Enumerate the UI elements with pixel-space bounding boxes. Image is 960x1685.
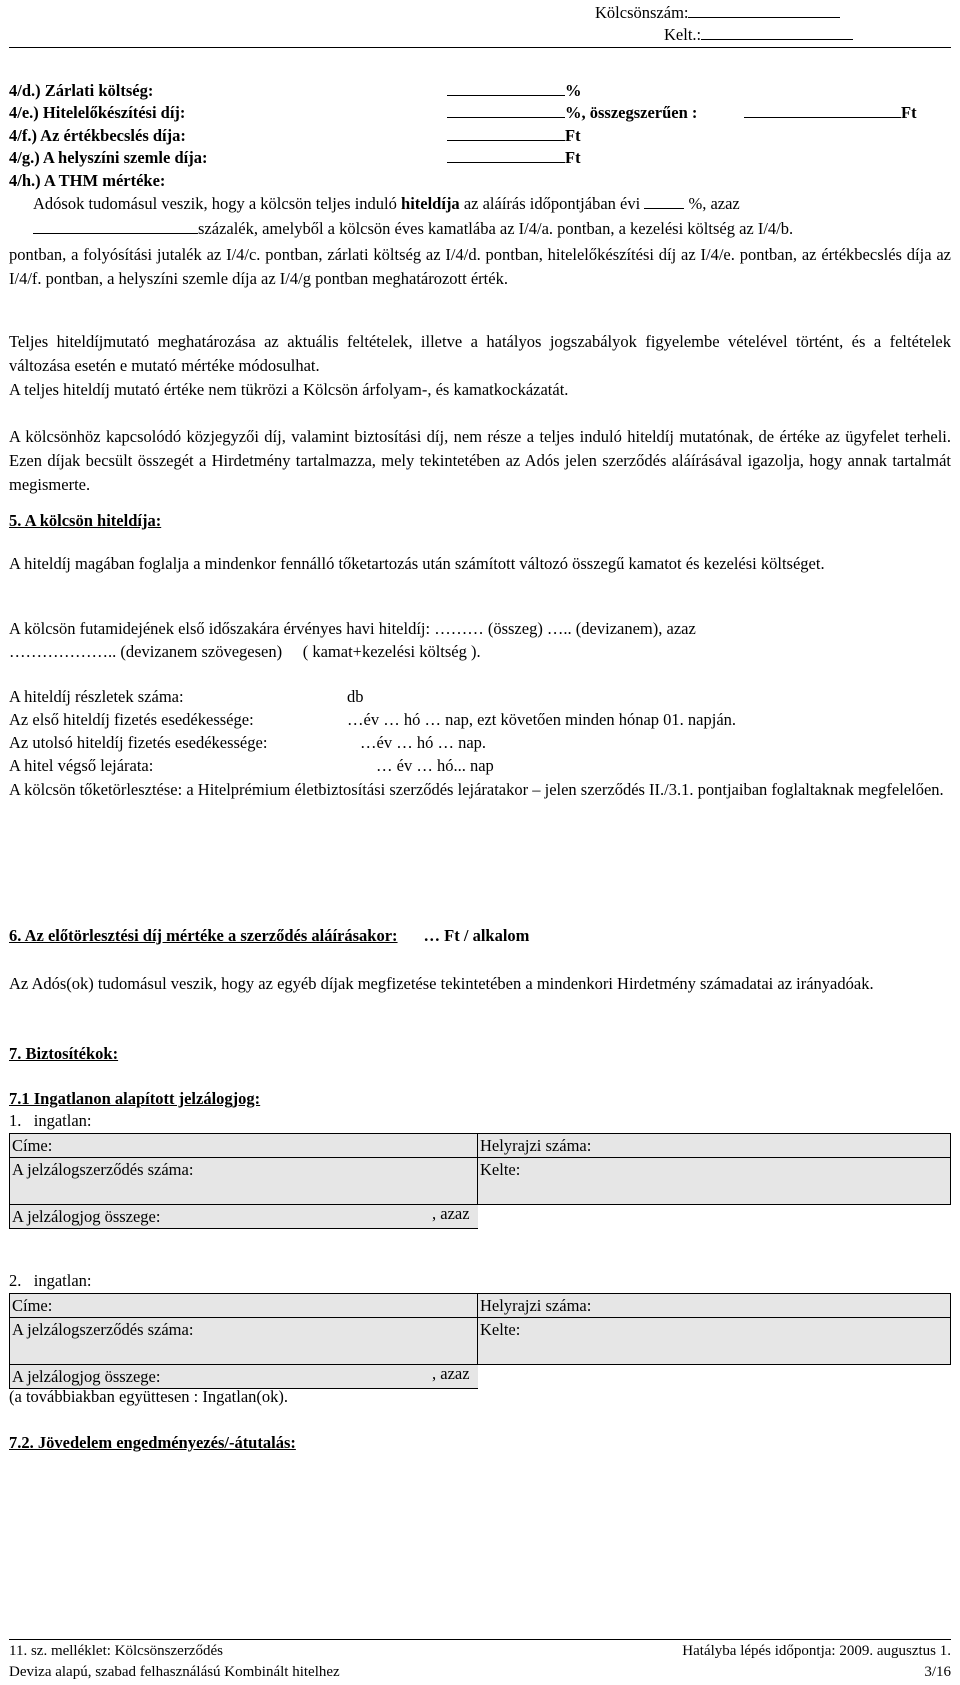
- fee-e-label: 4/e.) Hitelelőkészítési díj:: [9, 103, 186, 122]
- final-maturity-label: A hitel végső lejárata:: [9, 756, 154, 775]
- section7-1-title: 7.1 Ingatlanon alapított jelzálogjog:: [9, 1089, 261, 1108]
- property-2-contract: A jelzálogszerződés száma:: [10, 1318, 478, 1365]
- date-blank: [701, 24, 853, 40]
- fee-f-value: Ft: [447, 125, 581, 147]
- property-2-address: Címe:: [10, 1294, 478, 1318]
- section7-2-title: 7.2. Jövedelem engedményezés/-átutalás:: [9, 1433, 296, 1452]
- property-1-heading: 1. ingatlan:: [9, 1111, 92, 1130]
- fee-g-label: 4/g.) A helyszíni szemle díja:: [9, 148, 208, 167]
- footer-effective-date: Hatályba lépés időpontja: 2009. augusztus 1.: [682, 1643, 951, 1659]
- section5-p2-line1: A kölcsön futamidejének első időszakára érvényes havi hiteldíj: ……… (összeg) ….. (devizanem), azaz: [9, 619, 696, 638]
- section7-title: 7. Biztosítékok:: [9, 1044, 119, 1063]
- fee-e-ft: Ft: [744, 102, 917, 124]
- loan-number-label: Kölcsönszám:: [595, 2, 840, 24]
- property-1-dated: Kelte:: [478, 1158, 951, 1205]
- last-due-label: Az utolsó hiteldíj fizetés esedékessége:: [9, 733, 268, 752]
- property-1-parcel: Helyrajzi száma:: [478, 1134, 951, 1158]
- footer-annex: 11. sz. melléklet: Kölcsönszerződés: [9, 1643, 223, 1659]
- last-due-value: …év … hó … nap.: [360, 733, 487, 752]
- first-due-value: …év … hó … nap, ezt követően minden hónap 01. napján.: [347, 710, 737, 729]
- property-2-heading: 2. ingatlan:: [9, 1271, 92, 1290]
- thm-note-paragraph: Teljes hiteldíjmutató meghatározása az aktuális feltételek, illetve a hatályos jogszabályok figyelembe vételével történt, és a feltételek változása esetén e mutató mértéke módosulhat.: [9, 332, 951, 375]
- property-1-azaz: , azaz: [432, 1204, 470, 1223]
- installment-count-value: db: [347, 687, 364, 706]
- together-note: (a továbbiakban együttesen : Ingatlan(ok).: [9, 1387, 289, 1406]
- fee-f-label: 4/f.) Az értékbecslés díja:: [9, 126, 186, 145]
- property-1-amount: A jelzálogjog összege:: [10, 1205, 478, 1229]
- fee-e-value: %, összegszerűen :: [447, 102, 697, 124]
- property-2-amount: A jelzálogjog összege:: [10, 1365, 478, 1389]
- property-1-table: [9, 1133, 951, 1229]
- fee-d-label: 4/d.) Zárlati költség:: [9, 81, 154, 100]
- property-2-parcel: Helyrajzi száma:: [478, 1294, 951, 1318]
- thm-line1: Adósok tudomásul veszik, hogy a kölcsön teljes induló hiteldíja az aláírás időpontjában évi %, azaz: [33, 194, 740, 213]
- principal-repayment-paragraph: A kölcsön tőketörlesztése: a Hitelprémium életbiztosítási szerződés lejáratakor – jelen szerződés II./3.1. pontjaiban foglaltaknak megfelelően.: [9, 780, 944, 799]
- section6-heading: 6. Az előtörlesztési díj mértéke a szerződés aláírásakor: … Ft / alkalom: [9, 926, 530, 945]
- installment-count-label: A hiteldíj részletek száma:: [9, 687, 184, 706]
- fee-g-value: Ft: [447, 147, 581, 169]
- section5-p1: A hiteldíj magában foglalja a mindenkor fennálló tőketartozás után számított változó összegű kamatot és kezelési költséget.: [9, 554, 825, 573]
- section5-title: 5. A kölcsön hiteldíja:: [9, 511, 162, 530]
- date-label: Kelt.:: [664, 24, 853, 46]
- header-rule: [9, 47, 951, 48]
- thm-line3: pontban, a folyósítási jutalék az I/4/c. pontban, zárlati költség az I/4/d. pontban, hitelelőkészítési díj az I/4/e. pontban, az értékbecslés díja az I/4/f. pontban, a helyszíni szemle díja az I/4/g pontban meghatározott érték.: [9, 245, 951, 288]
- property-2-dated: Kelte:: [478, 1318, 951, 1365]
- section6-p1: Az Adós(ok) tudomásul veszik, hogy az egyéb díjak megfizetése tekintetében a mindenkori Hirdetmény számadatai az irányadóak.: [9, 974, 874, 993]
- thm-line2: százalék, amelyből a kölcsön éves kamatlába az I/4/a. pontban, a kezelési költség az I/4/b.: [33, 218, 793, 240]
- footer-page-number: 3/16: [924, 1664, 951, 1680]
- loan-number-blank: [688, 2, 840, 18]
- property-2-azaz: , azaz: [432, 1364, 470, 1383]
- property-1-address: Címe:: [10, 1134, 478, 1158]
- section5-p2-line2: ……………….. (devizanem szövegesen) ( kamat+kezelési költség ).: [9, 642, 481, 661]
- property-2-table: [9, 1293, 951, 1389]
- fee-h-label: 4/h.) A THM mértéke:: [9, 171, 166, 190]
- final-maturity-value: … év … hó... nap: [376, 756, 494, 775]
- fee-d-value: %: [447, 80, 582, 102]
- notary-fee-paragraph: A kölcsönhöz kapcsolódó közjegyzői díj, valamint biztosítási díj, nem része a teljes induló hiteldíj mutatónak, de értéke az ügyfelet terheli. Ezen díjak becsült összegét a Hirdetmény tartalmazza, mely tekintetében az Adós jelen szerződés aláírásával igazolja, hogy annak tartalmát megismerte.: [9, 427, 951, 494]
- footer-product: Deviza alapú, szabad felhasználású Kombinált hitelhez: [9, 1664, 340, 1680]
- property-1-contract: A jelzálogszerződés száma:: [10, 1158, 478, 1205]
- thm-risk-paragraph: A teljes hiteldíj mutató értéke nem tükrözi a Kölcsön árfolyam-, és kamatkockázatát.: [9, 380, 569, 399]
- footer-rule: [9, 1639, 951, 1640]
- first-due-label: Az első hiteldíj fizetés esedékessége:: [9, 710, 254, 729]
